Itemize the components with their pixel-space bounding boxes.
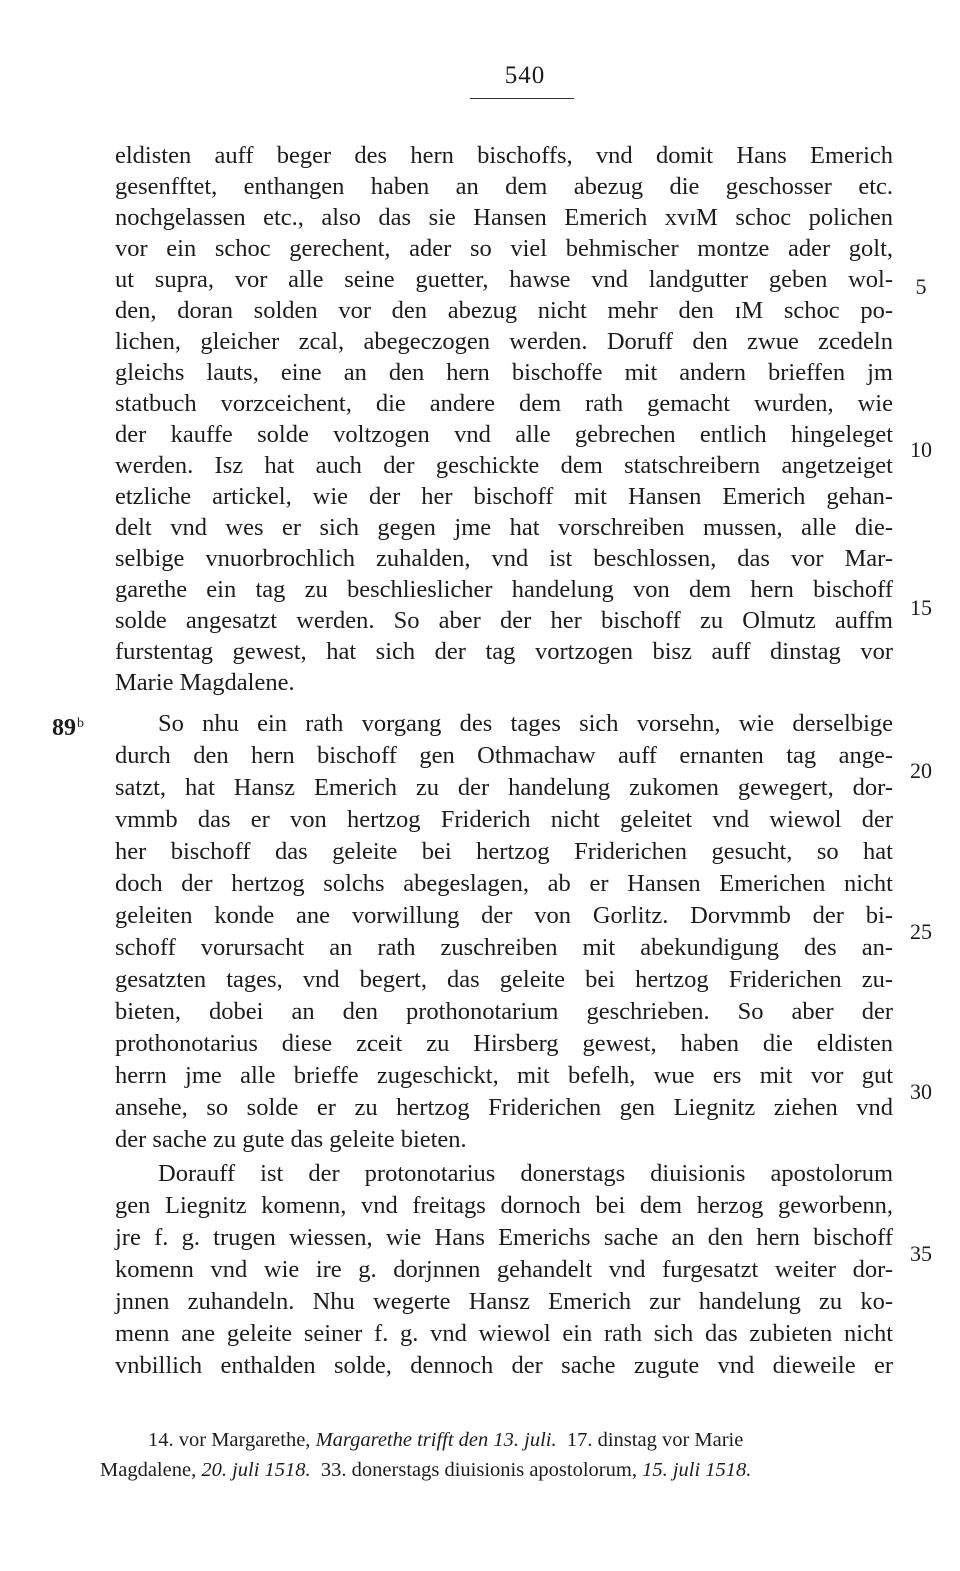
page-number: 540 [504,62,546,89]
text-line-1: eldisten auff beger des hern bischoffs, vnd domit Hans Emerich [115,142,893,169]
text-line-5: ut supra, vor alle seine guetter, hawse vnd landgutter geben wol- [115,266,893,293]
text-line-9: statbuch vorzceichent, die andere dem rath gemacht wurden, wie [115,390,893,417]
text-line-4: vor ein schoc gerechent, ader so viel behmischer montze ader golt, [115,235,893,262]
page-number-rule [470,98,574,99]
text-line-7: lichen, gleicher zcal, abegeczogen werden. Doruff den zwue zcedeln [115,328,893,355]
line-number: 5 [915,274,927,299]
text-line-33: Dorauff ist der protonotarius donerstags diuisionis apostolorum [158,1160,893,1187]
line-number: 10 [910,437,932,462]
text-line-22: vmmb das er von hertzog Friderich nicht geleitet vnd wiewol der [115,806,893,833]
text-line-28: bieten, dobei an den prothonotarium geschrieben. So aber der [115,998,893,1025]
text-line-21: satzt, hat Hansz Emerich zu der handelung zukomen gewegert, dor- [115,774,893,801]
text-line-24: doch der hertzog solchs abegeslagen, ab er Hansen Emerichen nicht [115,870,893,897]
line-number: 25 [910,919,932,944]
text-line-34: gen Liegnitz komenn, vnd freitags dornoch bei dem herzog geworbenn, [115,1192,893,1219]
text-line-13: delt vnd wes er sich gegen jme hat vorschreiben mussen, alle die- [115,514,893,541]
text-line-37: jnnen zuhandeln. Nhu wegerte Hansz Emerich zur handelung zu ko- [115,1288,893,1315]
footnote-text: 20. juli 1518. [201,1459,311,1481]
footnote-text: Margarethe trifft den 13. juli. [315,1429,557,1451]
text-line-16: solde angesatzt werden. So aber der her bischoff zu Olmutz auffm [115,607,893,634]
text-line-12: etzliche artickel, wie der her bischoff mit Hansen Emerich gehan- [115,483,893,510]
line-number: 30 [910,1079,932,1104]
text-line-29: prothonotarius diese zceit zu Hirsberg gewest, haben die eldisten [115,1030,893,1057]
footnote-text: Magdalene, [100,1459,202,1481]
footnote-text: 15. juli 1518. [642,1459,752,1481]
text-line-30: herrn jme alle brieffe zugeschickt, mit befelh, wue ers mit vor gut [115,1062,893,1089]
text-line-3: nochgelassen etc., also das sie Hansen Emerich xvɪM schoc polichen [115,204,893,231]
text-line-35: jre f. g. trugen wiessen, wie Hans Emerichs sache an den hern bischoff [115,1224,893,1251]
footnote-text: 14. vor Margarethe, [148,1429,316,1451]
text-line-26: schoff vorursacht an rath zuschreiben mit abekundigung des an- [115,934,893,961]
text-line-8: gleichs lauts, eine an den hern bischoffe mit andern brieffen jm [115,359,893,386]
text-line-36: komenn vnd wie ire g. dorjnnen gehandelt vnd furgesatzt weiter dor- [115,1256,893,1283]
text-line-32: der sache zu gute das geleite bieten. [115,1126,467,1153]
folio-marker: 89$^b$ [52,715,84,741]
text-line-15: garethe ein tag zu beschlieslicher handelung von dem hern bischoff [115,576,893,603]
text-line-2: gesenfftet, enthangen haben an dem abezug die geschosser etc. [115,173,893,200]
text-line-25: geleiten konde ane vorwillung der von Gorlitz. Dorvmmb der bi- [115,902,893,929]
line-number: 20 [910,758,932,783]
footnote-line-2 [100,1455,878,1485]
footnote-text: 33. donerstags diuisionis apostolorum, [310,1459,643,1481]
text-line-38: menn ane geleite seiner f. g. vnd wiewol ein rath sich das zubieten nicht [115,1320,893,1347]
text-line-6: den, doran solden vor den abezug nicht mehr den ɪM schoc po- [115,297,893,324]
text-line-19: So nhu ein rath vorgang des tages sich vorsehn, wie derselbige [158,710,893,737]
text-line-11: werden. Isz hat auch der geschickte dem statschreibern angetzeiget [115,452,893,479]
text-line-17: furstentag gewest, hat sich der tag vortzogen bisz auff dinstag vor [115,638,893,665]
text-line-10: der kauffe solde voltzogen vnd alle gebrechen entlich hingeleget [115,421,893,448]
line-number: 15 [910,595,932,620]
text-line-31: ansehe, so solde er zu hertzog Friderichen gen Liegnitz ziehen vnd [115,1094,893,1121]
footnote-text: 17. dinstag vor Marie [556,1429,744,1451]
text-line-14: selbige vnuorbrochlich zuhalden, vnd ist beschlossen, das vor Mar- [115,545,893,572]
text-line-39: vnbillich enthalden solde, dennoch der sache zugute vnd dieweile er [115,1352,893,1379]
line-number: 35 [910,1241,932,1266]
text-line-27: gesatzten tages, vnd begert, das geleite bei hertzog Friderichen zu- [115,966,893,993]
text-line-18: Marie Magdalene. [115,669,295,696]
footnote-line-1 [148,1425,878,1455]
text-line-20: durch den hern bischoff gen Othmachaw auff ernanten tag ange- [115,742,893,769]
text-line-23: her bischoff das geleite bei hertzog Friderichen gesucht, so hat [115,838,893,865]
